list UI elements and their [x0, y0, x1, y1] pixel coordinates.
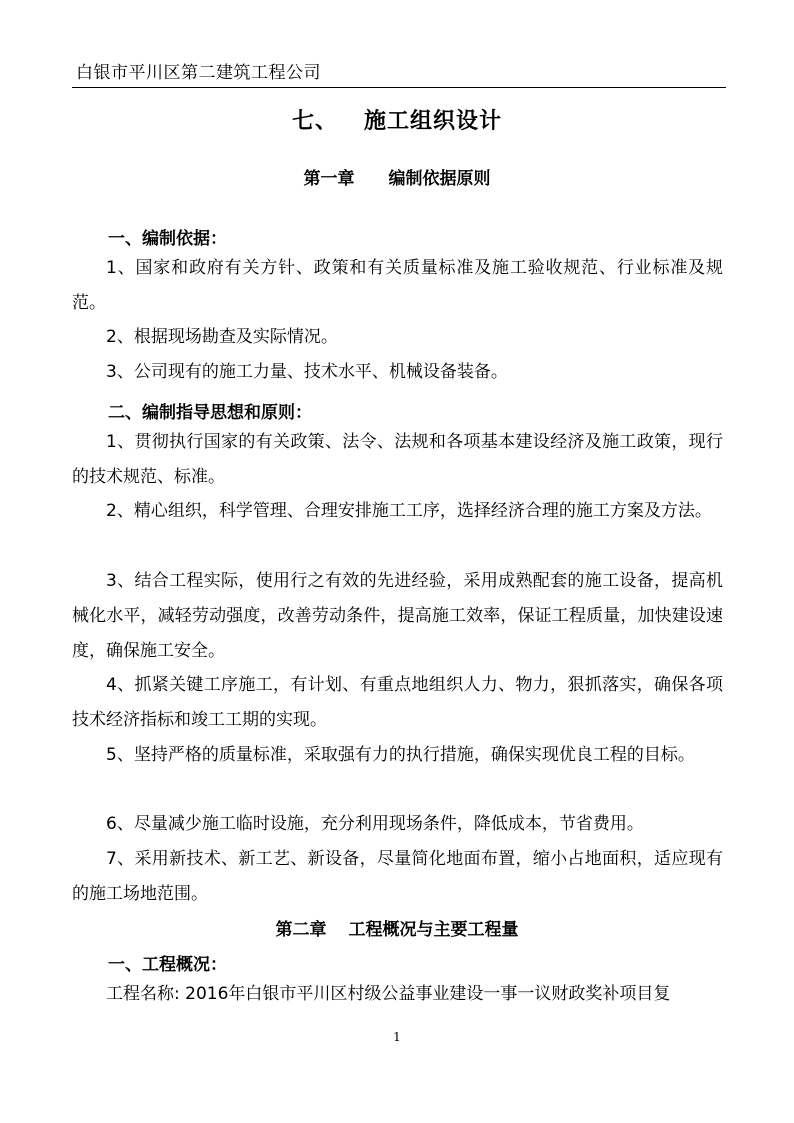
chapter-1-title: 编制依据原则: [388, 169, 491, 189]
section-2-item-3: 3、结合工程实际，使用行之有效的先进经验，采用成熟配套的施工设备，提高机械化水平，减轻劳动强度，改善劳动条件，提高施工效率，保证工程质量，加快建设速度，确保施工安全。: [72, 571, 723, 661]
chapter-2-heading: [0, 915, 794, 940]
chapter-2-title: 工程概况与主要工程量: [348, 920, 519, 940]
section-2-item-7: 7、采用新技术、新工艺、新设备，尽量简化地面布置，缩小占地面积，适应现有的施工场地范围。: [72, 849, 723, 904]
title-number: 七、: [291, 109, 338, 134]
section-1-item-2: 2、根据现场勘查及实际情况。: [106, 327, 338, 347]
section-1-heading: 一、编制依据：: [108, 229, 227, 249]
page-number: 1: [393, 1030, 401, 1044]
section-3-heading: 一、工程概况：: [108, 955, 227, 975]
section-1-item-1: 1、国家和政府有关方针、政策和有关质量标准及施工验收规范、行业标准及规范。: [72, 258, 723, 313]
title-text: 施工组织设计: [364, 109, 503, 134]
chapter-1-heading: [0, 164, 794, 189]
section-2-item-2: 2、精心组织，科学管理、合理安排施工工序，选择经济合理的施工方案及方法。: [106, 501, 712, 521]
project-name-line: 工程名称: 2016年白银市平川区村级公益事业建设一事一议财政奖补项目复: [106, 984, 671, 1004]
section-1-item-3: 3、公司现有的施工力量、技术水平、机械设备装备。: [106, 362, 508, 382]
section-2-heading: 二、编制指导思想和原则：: [108, 403, 312, 423]
document-title: [0, 104, 794, 135]
chapter-2-number: 第二章: [275, 920, 327, 940]
section-2-item-5: 5、坚持严格的质量标准，采取强有力的执行措施，确保实现优良工程的目标。: [106, 745, 695, 765]
page-header-company: 白银市平川区第二建筑工程公司: [76, 63, 321, 83]
section-2-item-4: 4、抓紧关键工序施工，有计划、有重点地组织人力、物力，狠抓落实，确保各项技术经济指标和竣工工期的实现。: [72, 675, 723, 730]
header-divider: [72, 87, 726, 88]
section-2-item-6: 6、尽量减少施工临时设施，充分利用现场条件，降低成本，节省费用。: [106, 814, 644, 834]
section-2-item-1: 1、贯彻执行国家的有关政策、法令、法规和各项基本建设经济及施工政策，现行的技术规范、标准。: [72, 432, 723, 487]
chapter-1-number: 第一章: [303, 169, 355, 189]
